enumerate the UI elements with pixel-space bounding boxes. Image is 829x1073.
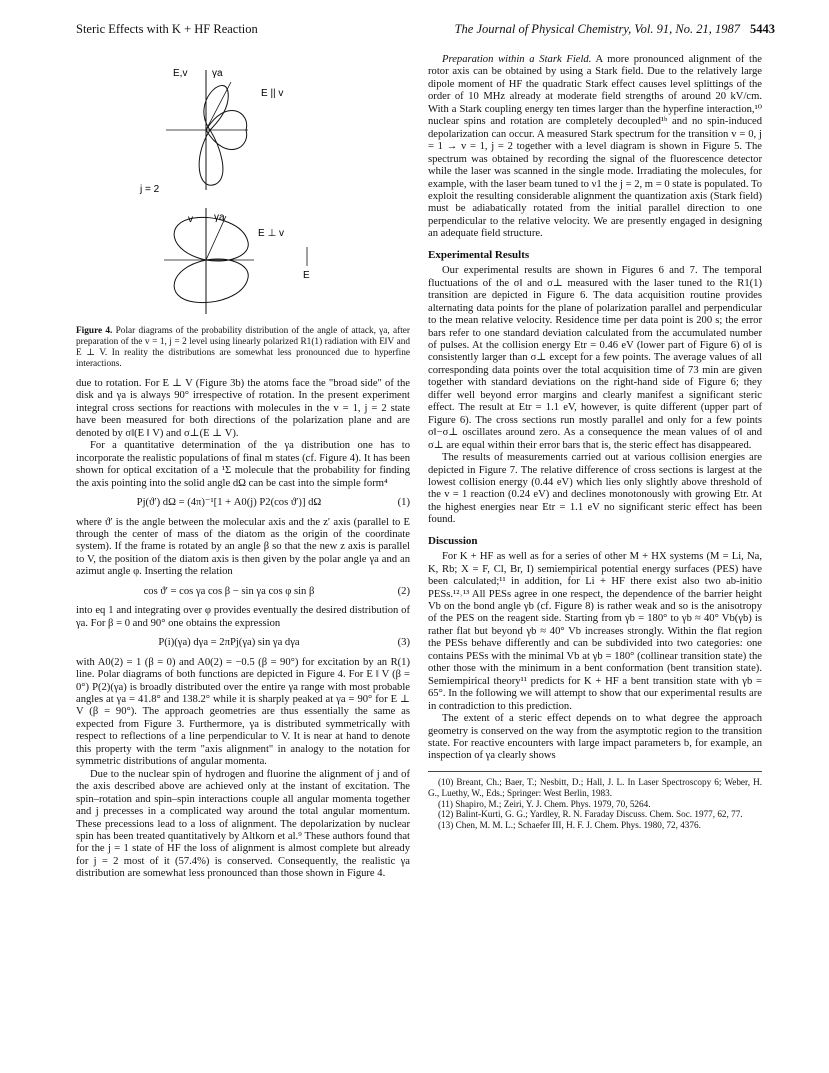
paragraph: Due to the nuclear spin of hydrogen and fluorine the alignment of j and of the axis described above are achieved only at the instant of excitation. The spin–rotation and spin–spin interactions couple all angular momenta together and j precesses in a complicated way around the total angular momentum. These precessions lead to a loss of alignment. The depolarization by nuclear spin has been treated quantitatively by Altkorn et al.⁹ These authors found that for the j = 1 state of HF the loss of alignment is almost complete but already for j = 2 most of it (57.4%) is conserved. Consequently, the realistic γa distribution are somewhat less pronounced than those shown in Figure 4. xyxy=(76,768,410,880)
running-header-title: Steric Effects with K + HF Reaction xyxy=(76,22,258,36)
caption-text: Polar diagrams of the probability distribution of the angle of attack, γa, after preparation of the v = 1, j = 2 level using linearly polarized R1(1) radiation with E‖V and E ⊥ V. In reality the distributions are somewhat less pronounced due to hyperfine interactions. xyxy=(76,326,410,369)
journal-citation: The Journal of Physical Chemistry, Vol. 91, No. 21, 1987 xyxy=(454,22,740,36)
equation-2 xyxy=(76,586,410,598)
paragraph-stark xyxy=(428,54,762,241)
equation-3 xyxy=(76,637,410,649)
running-header-journal xyxy=(455,22,775,37)
paragraph-lead: Preparation within a Stark Field. xyxy=(442,54,592,65)
equation-body: P(i)(γa) dγa = 2πPj(γa) sin γa dγa xyxy=(158,637,300,649)
figure-4 xyxy=(76,52,410,320)
equation-number: (1) xyxy=(397,497,410,509)
reference-item: (11) Shapiro, M.; Zeiri, Y. J. Chem. Phys. 1979, 70, 5264. xyxy=(438,798,651,809)
reference-item: (13) Chen, M. M. L.; Schaefer III, H. F. J. Chem. Phys. 1980, 72, 4376. xyxy=(438,820,701,831)
equation-number: (3) xyxy=(397,637,410,649)
section-heading-results: Experimental Results xyxy=(428,248,530,261)
bottom-label-gamma: γa xyxy=(214,212,225,223)
paragraph: Our experimental results are shown in Figures 6 and 7. The temporal fluctuations of the σ‖ and σ⊥ measured with the laser tuned to the R1(1) transition are depicted in Figure 6. The data acquisition routine provides alternating data points for the plane of polarization parallel and perpendicular to the mean relative velocity. Residence time per data point is 200 s; the error bars refer to one standard deviation calculated from the accumulated number of pulses. At the collision energy Etr = 0.46 eV (lower part of Figure 6) σ‖ is consistently larger than σ⊥ except for a few points. The average values of all corresponding data points over the total acquisition time of 73 min are given together with standard deviations on the right-hand side of Figure 6; they differ well beyond error margins and clearly manifest a significant steric effect. The result at Etr = 1.1 eV, however, is quite different (upper part of Figure 6). The cross sections run mostly parallel and only for a few points σ‖−σ⊥ oscillates around zero. As a consequence the mean values of σ‖ and σ⊥ are equal within their error bars that is, the steric effect has disappeared. xyxy=(428,265,762,451)
paragraph-text: A more pronounced alignment of the rotor axis can be obtained by using a Stark field. Due to the relatively large dipole moment of HF the quadratic Stark effect causes level splittings of the order of 10 MHz already at moderate field strengths of around 20 kV/cm. With a Stark coupling energy ten times larger than the hyperfine interaction,¹⁰ nuclear spins and rotation are completely decoupled¹ᵇ and no spin-induced depolarization can occur. A measured Stark spectrum for the transition v = 0, j = 1 → v = 1, j = 2 together with a level diagram is shown in Figure 5. The spectrum was obtained by recording the signal of the fluorescence detector while the laser was scanned in the single mode. Irradiating the molecules, for example, with the laser beam tuned to ν1 the j = 2, m = 0 state is populated. To exploit the resulting considerable alignment the quantization axis (Stark field) must be adiabatically rotated from the initial parallel direction to one perpendicular to the relative velocity. We are presently engaged in designing an adequate field structure. xyxy=(428,54,762,240)
bottom-polar-circle-upper xyxy=(174,217,248,261)
bottom-polar-circle-lower xyxy=(174,259,248,303)
paragraph: For K + HF as well as for a series of other M + HX systems (M = Li, Na, K, Rb; X = F, Cl, Br, I) semiempirical potential energy surfaces (PES) have been calculated;¹¹ in addition, for Li + HF there exist also two ab-initio PESs.¹²˒¹³ All PESs agree in one respect, the dependence of the barrier height Vb on the bond angle γb (cf. Figure 8) is rather weak and so is the anisotropy of the PES on the reagent side. Starting from γb = 180° to γb ≈ 40° Vb(γb) is rather flat but beyond γb ≈ 40° Vb increases strongly. Within the flat region the PESs behave differently and can be subdivided into two categories: one contains PESs with the minimal Vb at γb = 180° (collinear transition state) the other those with the minimum in a bent conformation (bent transition state). Semiempirical theory¹¹ predicts for K + HF a bent transition state with γb = 65°. In the following we will attempt to show that our experimental results are in contradiction to this prediction. xyxy=(428,551,762,712)
figure-caption xyxy=(76,326,410,370)
equation-body: Pj(ϑ′) dΩ = (4π)⁻¹[1 + A0(j) P2(cos ϑ′)] dΩ xyxy=(136,497,322,509)
equation-number: (2) xyxy=(397,585,410,597)
middle-label-j2: j = 2 xyxy=(140,184,160,195)
paragraph: For a quantitative determination of the γa distribution one has to incorporate the realistic populations of final m states (cf. Figure 4). It has been shown for optical excitation of a ¹Σ molecule that the probability for finding the axis pointing into the solid angle dΩ can be cast into the simple form⁴ xyxy=(76,440,410,489)
bottom-label-e: E xyxy=(303,270,310,281)
references xyxy=(428,771,762,831)
top-label-ev: E,v xyxy=(173,68,188,79)
section-heading-discussion: Discussion xyxy=(428,534,478,547)
caption-label: Figure 4. xyxy=(76,326,113,336)
left-column xyxy=(76,52,410,881)
paragraph: with A0(2) = 1 (β = 0) and A0(2) = −0.5 (β = 90°) for excitation by an R(1) line. Polar diagrams of both functions are depicted in Figure 4. For E ‖ V (β = 0°) P(2)(γa) is broadly distributed over the entire γa range with most probable angles at γa = 41.8° and 138.2° while it is sharply peaked at γa = 90° for E ⊥ V (β = 90°). The approach geometries are thus essentially the same as expected from Figure 3. Furthermore, γa is distributed symmetrically with respect to reflections of a line perpendicular to V. It is near at hand to denote this property with the term "axis alignment" in analogy to the notation for symmetric distributions of angular momenta. xyxy=(76,656,410,768)
page-number: 5443 xyxy=(750,22,775,36)
bottom-label-e-perp-v: E ⊥ v xyxy=(258,228,284,239)
bottom-label-v: v xyxy=(188,214,193,225)
right-column xyxy=(428,54,762,831)
equation-body: cos ϑ′ = cos γa cos β − sin γa cos φ sin β xyxy=(143,585,315,597)
top-polar-lobe-lower xyxy=(199,130,223,185)
polar-diagram xyxy=(76,52,410,320)
top-polar-lobe-upper xyxy=(204,86,228,130)
paragraph: where ϑ′ is the angle between the molecular axis and the z′ axis (parallel to E through the center of mass of the diatom as the origin of the coordinate system). If the frame is rotated by an angle β so that the new z axis is parallel to V, the position of the diatom axis is then given by the polar angle γa and an azimut angle φ. Inserting the relation xyxy=(76,516,410,578)
paragraph: into eq 1 and integrating over φ provides eventually the desired distribution of γa. For β = 0 and 90° one obtains the expression xyxy=(76,605,410,629)
reference-item: (10) Breant, Ch.; Baer, T.; Nesbitt, D.; Hall, J. L. In Laser Spectroscopy 6; Weber, H. G., Luethy, W., Eds.; Springer: West Berlin, 1983. xyxy=(428,776,762,798)
paragraph: due to rotation. For E ⊥ V (Figure 3b) the atoms face the "broad side" of the disk and γa is always 90° irrespective of rotation. In the present experiment integral cross sections for reactions with molecules in the v = 1, j = 2 state have been measured for both directions of the polarization plane and are denoted by σ‖(E ‖ V) and σ⊥(E ⊥ V). xyxy=(76,378,410,439)
equation-1 xyxy=(76,497,410,509)
top-label-e-parallel-v: E || v xyxy=(261,88,284,99)
top-label-gamma: γa xyxy=(212,68,223,79)
paragraph: The extent of a steric effect depends on to what degree the approach geometry is conserved on the way from the asymptotic region to the transition state. For reactive encounters with large impact parameters b, for example, an inspection of γa clearly shows xyxy=(428,713,762,762)
reference-item: (12) Balint-Kurti, G. G.; Yardley, R. N. Faraday Discuss. Chem. Soc. 1977, 62, 77. xyxy=(438,809,743,820)
paragraph: The results of measurements carried out at various collision energies are depicted in Figure 7. The relative difference of cross sections is largest at the lowest collision energy (0.44 eV) which lies only slightly above threshold of the v = 1 reaction (0.24 eV) and declines monotonously with growing Etr. At the highest energies near Etr = 1.1 eV no significant steric effect has been found. xyxy=(428,452,762,526)
